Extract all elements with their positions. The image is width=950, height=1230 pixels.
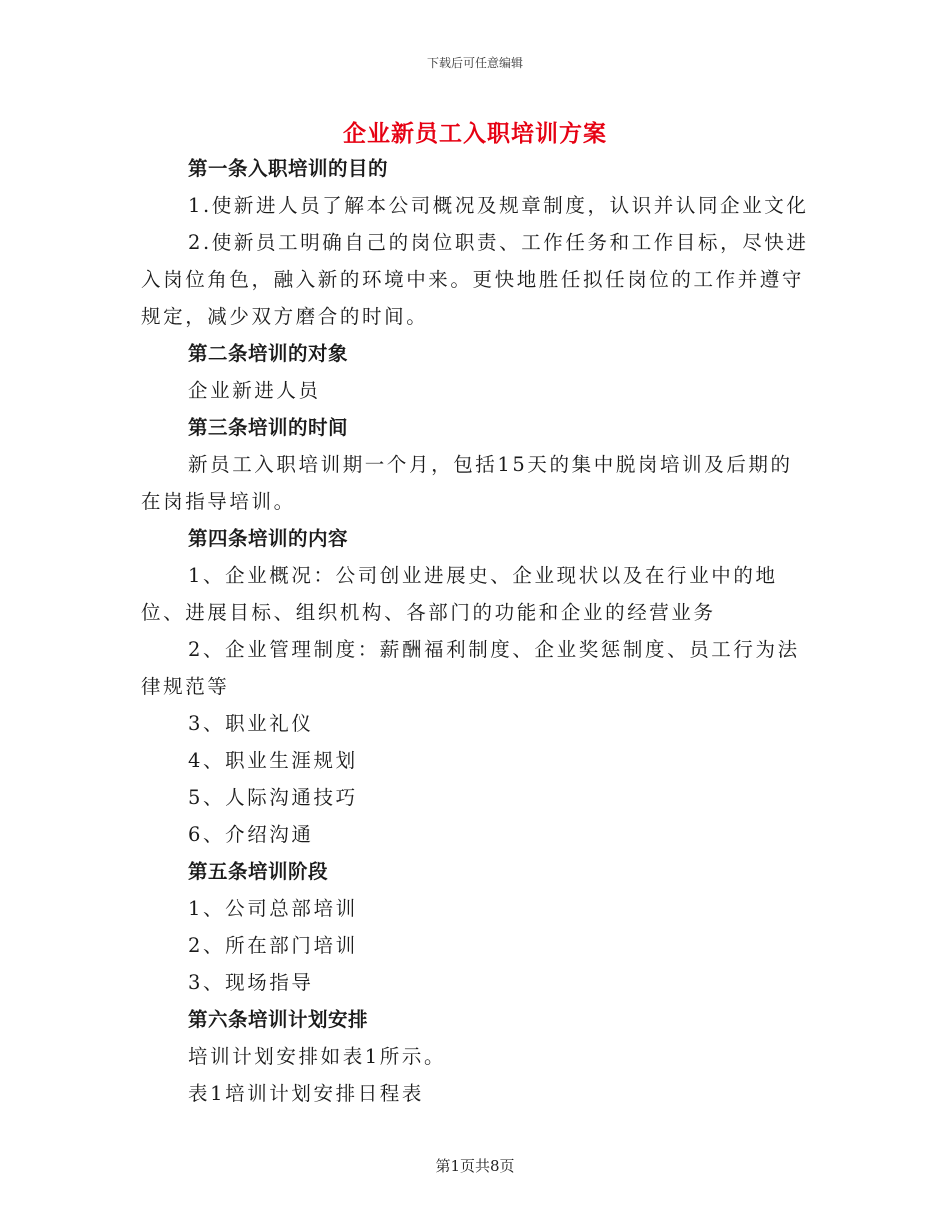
paragraph: 企业新进人员: [188, 379, 321, 402]
paragraph: 2.使新员工明确自己的岗位职责、工作任务和工作目标，尽快进入岗位角色，融入新的环境中来。更快地胜任拟任岗位的工作并遵守规定，减少双方磨合的时间。: [141, 231, 809, 328]
paragraph: 新员工入职培训期一个月，包括15天的集中脱岗培训及后期的在岗指导培训。: [141, 453, 793, 513]
paragraph: 1.使新进人员了解本公司概况及规章制度，认识并认同企业文化: [188, 194, 809, 217]
paragraph: 培训计划安排如表1所示。: [188, 1045, 447, 1068]
list-item: 6、介绍沟通: [188, 823, 314, 846]
page-footer: 第1页共8页: [435, 1157, 515, 1175]
list-item: 3、职业礼仪: [188, 712, 314, 735]
section-heading: 第五条培训阶段: [188, 860, 329, 883]
paragraph: 1、企业概况：公司创业进展史、企业现状以及在行业中的地位、进展目标、组织机构、各部门的功能和企业的经营业务: [141, 564, 778, 624]
list-item: 3、现场指导: [188, 971, 314, 994]
list-item: 5、人际沟通技巧: [188, 786, 358, 809]
section-heading: 第四条培训的内容: [188, 527, 349, 550]
list-item: 2、所在部门培训: [188, 934, 358, 957]
header-note: 下载后可任意编辑: [426, 56, 523, 70]
document-body: [141, 150, 809, 1112]
list-item: 4、职业生涯规划: [188, 749, 358, 772]
section-heading: 第六条培训计划安排: [188, 1008, 369, 1031]
document-title: 企业新员工入职培训方案: [343, 120, 607, 147]
table-caption: 表1培训计划安排日程表: [188, 1082, 425, 1105]
section-heading: 第二条培训的对象: [188, 342, 349, 365]
list-item: 1、公司总部培训: [188, 897, 358, 920]
paragraph: 2、企业管理制度：薪酬福利制度、企业奖惩制度、员工行为法律规范等: [141, 638, 800, 698]
section-heading: 第三条培训的时间: [188, 416, 349, 439]
section-heading: 第一条入职培训的目的: [188, 157, 389, 180]
